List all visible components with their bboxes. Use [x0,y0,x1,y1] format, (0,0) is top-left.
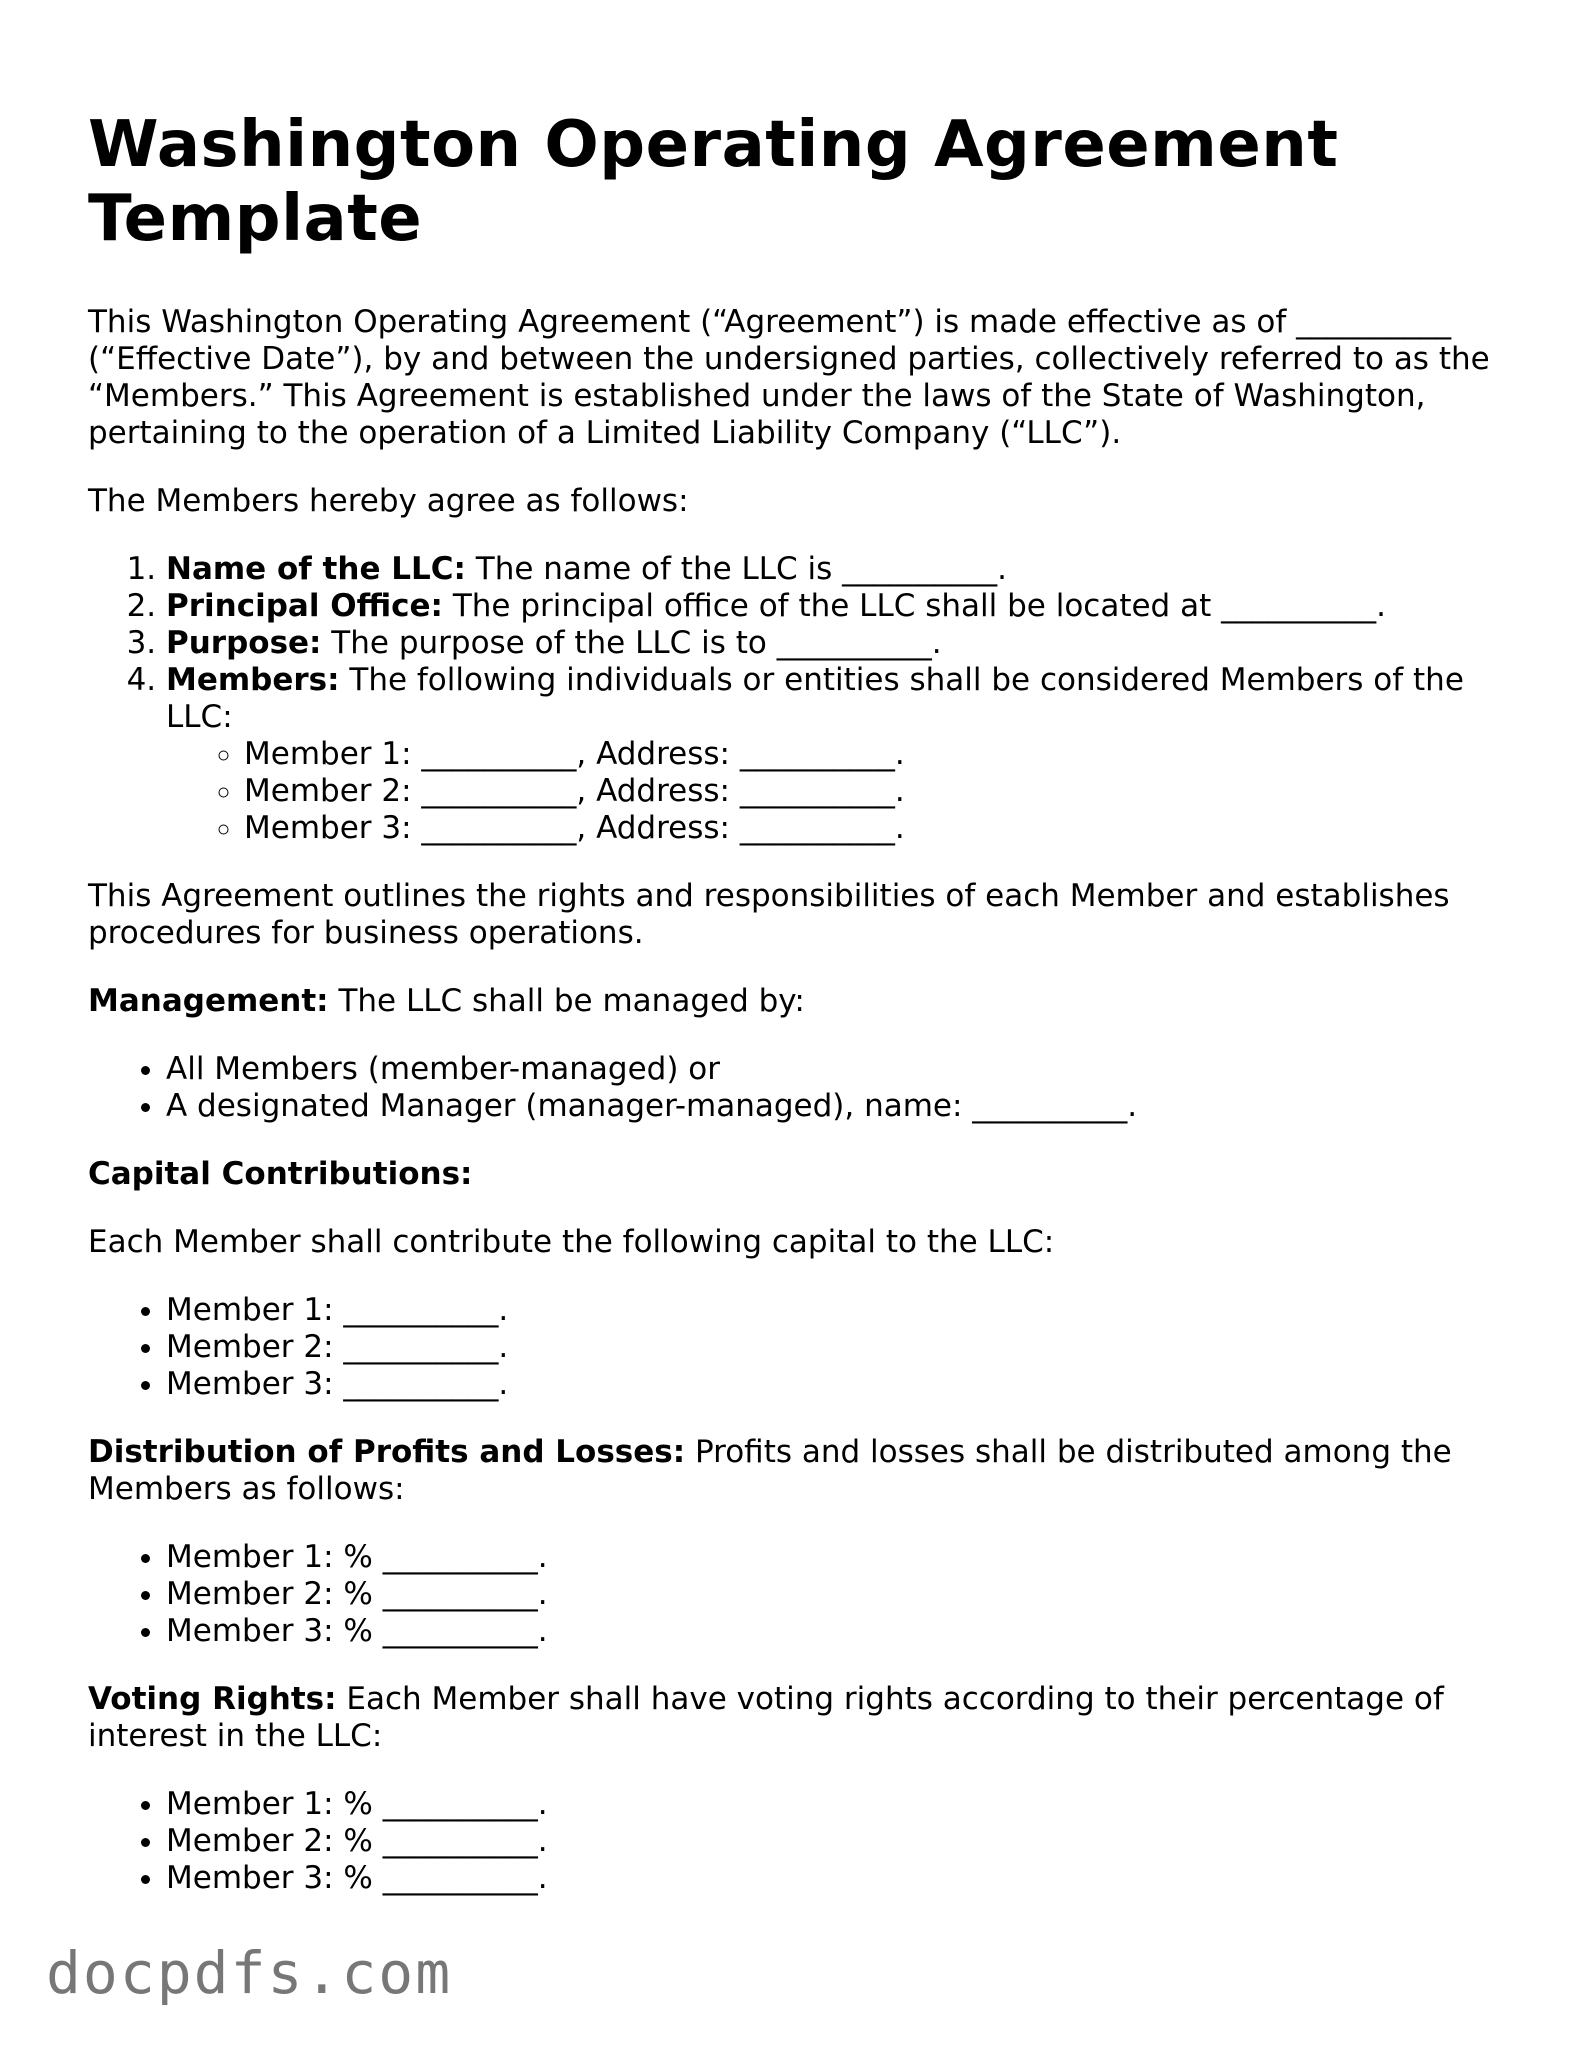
list-item: • Member 1: % __________. [166,1539,1508,1576]
term-text: The following individuals or entities shall be considered Members of the LLC: [166,662,1464,735]
term-label: Principal Office: [166,588,443,624]
list-item: • Member 1: __________. [166,1292,1508,1329]
management-heading [88,983,1508,1020]
distribution-heading [88,1434,1508,1508]
term-principal-office [166,588,1508,625]
list-item: • Member 2: % __________. [166,1823,1508,1860]
list-item: • All Members (member-managed) or [166,1051,1508,1088]
capital-heading [88,1156,1508,1193]
term-label: Members: [166,662,340,698]
terms-list [88,551,1508,847]
term-text: The name of the LLC is __________. [465,551,1008,587]
section-label: Voting Rights: [88,1681,337,1717]
list-item: ◦ Member 2: __________, Address: __________. [244,773,1508,810]
section-text: The LLC shall be managed by: [328,983,805,1019]
capital-text: Each Member shall contribute the following capital to the LLC: [88,1224,1055,1260]
intro-paragraph: This Washington Operating Agreement (“Agreement”) is made effective as of __________ (“Effective Date”), by and between the undersigned parties, collectively referred to as the “Members.” This Agreement is established under the laws of the State of Washington, pertaining to the operation of a Limited Liability Company (“LLC”). [88,304,1490,451]
watermark: docpdfs.com [46,1939,453,2007]
term-members [166,662,1508,847]
voting-list [88,1786,1508,1897]
section-label: Distribution of Profits and Losses: [88,1434,686,1470]
section-label: Capital Contributions: [88,1156,473,1192]
capital-list [88,1292,1508,1403]
list-item: • Member 2: % __________. [166,1576,1508,1613]
term-purpose [166,625,1508,662]
term-text: The purpose of the LLC is to __________. [321,625,942,661]
list-item: • Member 3: __________. [166,1366,1508,1403]
voting-heading [88,1681,1508,1755]
list-item: • Member 1: % __________. [166,1786,1508,1823]
term-llc-name [166,551,1508,588]
term-label: Name of the LLC: [166,551,466,587]
term-text: The principal office of the LLC shall be located at __________. [442,588,1386,624]
section-text: Profits and losses shall be distributed among the Members as follows: [88,1434,1452,1507]
member-address-list [166,736,1508,847]
document-page [88,108,1508,1928]
term-label: Purpose: [166,625,322,661]
document-title: Washington Operating Agreement Template [88,108,1339,256]
agree-line: The Members hereby agree as follows: [88,483,689,519]
section-text: Each Member shall have voting rights according to their percentage of interest in the LLC: [88,1681,1444,1754]
list-item: ◦ Member 1: __________, Address: __________. [244,736,1508,773]
management-list [88,1051,1508,1125]
distribution-list [88,1539,1508,1650]
list-item: ◦ Member 3: __________, Address: __________. [244,810,1508,847]
list-item: • A designated Manager (manager-managed), name: __________. [166,1088,1508,1125]
section-label: Management: [88,983,329,1019]
list-item: • Member 3: % __________. [166,1613,1508,1650]
outline-paragraph: This Agreement outlines the rights and responsibilities of each Member and establishes procedures for business operations. [88,878,1450,951]
list-item: • Member 2: __________. [166,1329,1508,1366]
list-item: • Member 3: % __________. [166,1860,1508,1897]
